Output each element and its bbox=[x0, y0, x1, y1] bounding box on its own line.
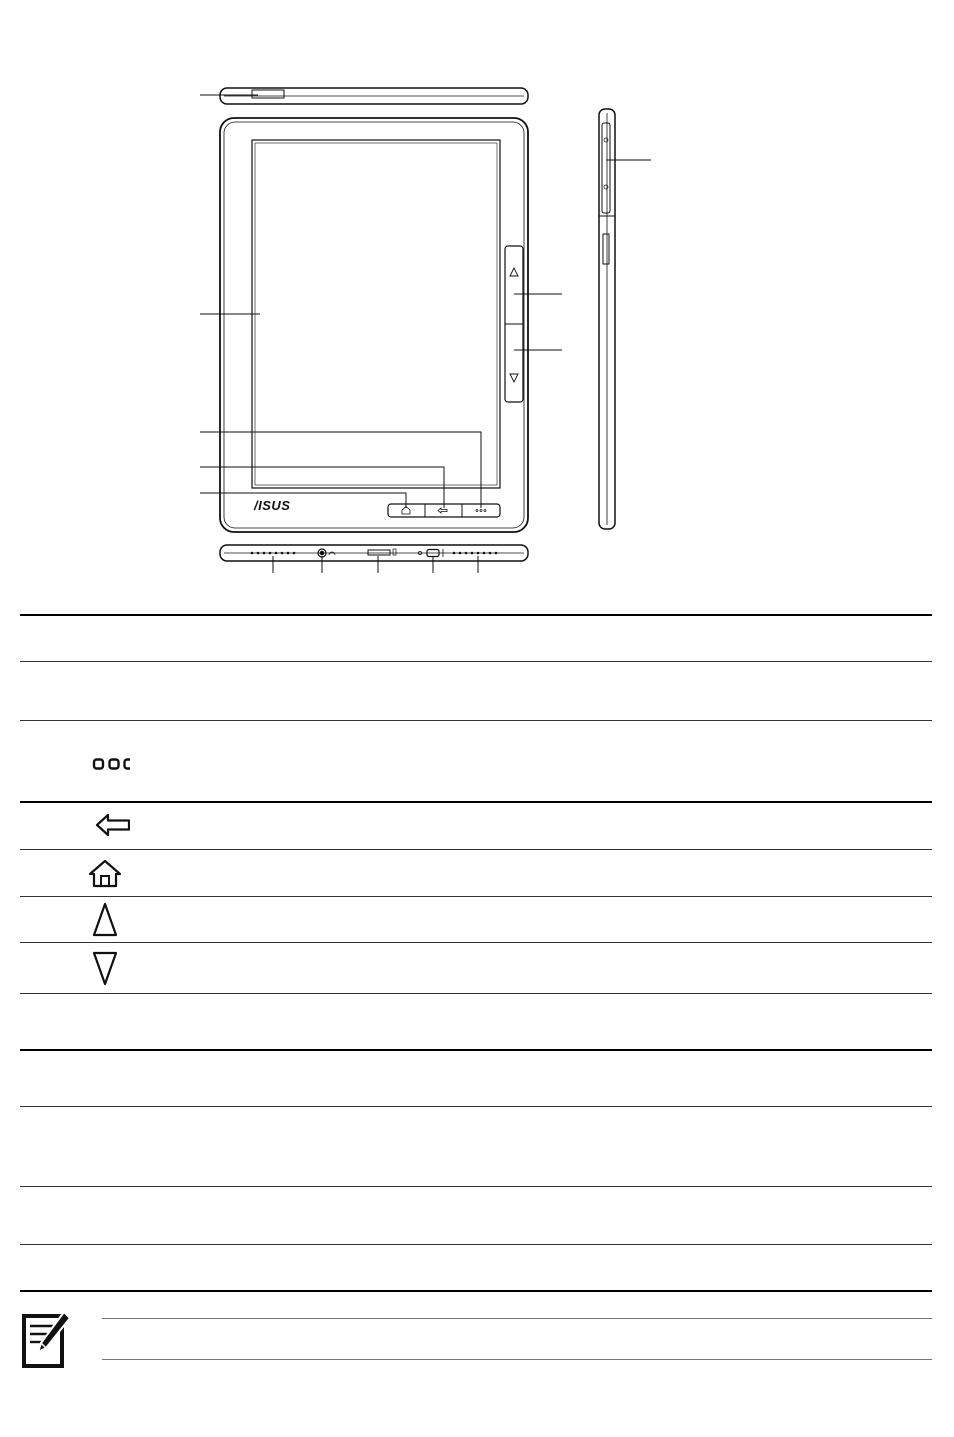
back-arrow-icon bbox=[80, 806, 130, 846]
note-bottom-rule bbox=[102, 1359, 932, 1360]
bottom-edge-view bbox=[220, 545, 528, 573]
table-rule bbox=[20, 1186, 932, 1187]
top-edge-view bbox=[200, 88, 528, 104]
table-rule bbox=[20, 1244, 932, 1245]
table-rule bbox=[20, 801, 932, 803]
table-bottom-rule bbox=[20, 1290, 932, 1292]
note-pencil-icon bbox=[20, 1308, 70, 1370]
table-rule bbox=[20, 1106, 932, 1107]
menu-dots-icon bbox=[80, 746, 130, 786]
table-row bbox=[80, 899, 130, 939]
table-rule bbox=[20, 896, 932, 897]
device-diagram bbox=[0, 0, 954, 600]
table-top-rule bbox=[20, 614, 932, 616]
table-rule bbox=[20, 720, 932, 721]
table-rule bbox=[20, 993, 932, 994]
table-row bbox=[80, 948, 130, 988]
display-screen bbox=[252, 140, 500, 488]
side-edge-view bbox=[599, 109, 651, 529]
table-row bbox=[80, 746, 130, 786]
triangle-down-icon bbox=[80, 948, 130, 988]
table-row bbox=[80, 854, 130, 894]
triangle-up-icon bbox=[80, 899, 130, 939]
table-rule bbox=[20, 1049, 932, 1051]
table-rule bbox=[20, 661, 932, 662]
table-rule bbox=[20, 942, 932, 943]
front-view bbox=[200, 118, 562, 532]
table-rule bbox=[20, 849, 932, 850]
brand-logo: /ISUS bbox=[254, 498, 291, 513]
table-row bbox=[80, 806, 130, 846]
note-top-rule bbox=[102, 1318, 932, 1319]
home-icon bbox=[80, 854, 130, 894]
